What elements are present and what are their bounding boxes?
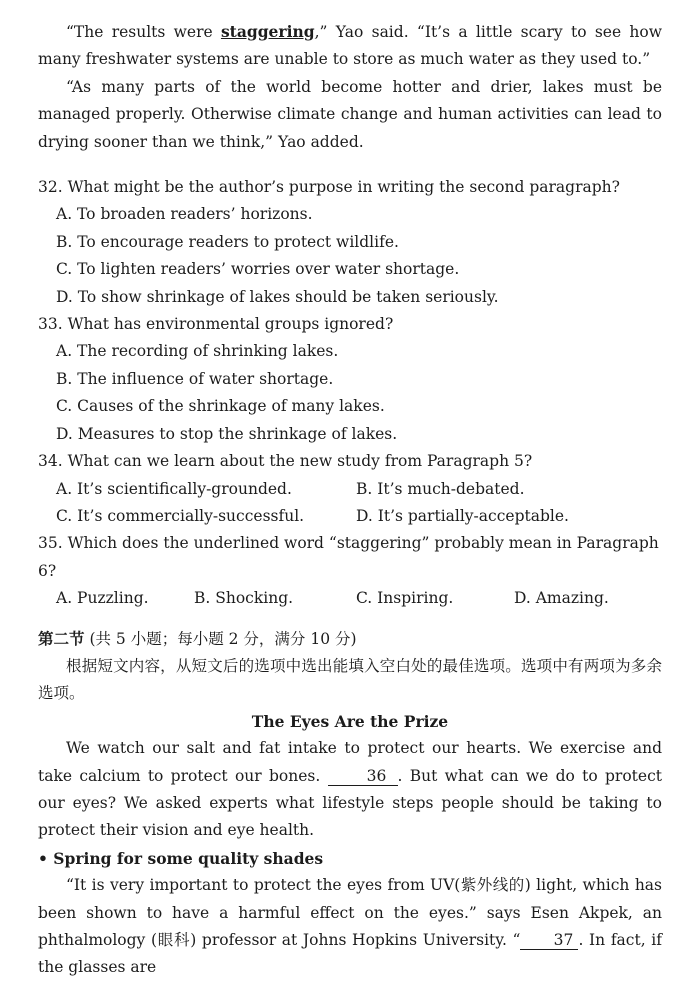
passage-paragraph [38,18,662,74]
paragraph-text: ,” Yao said. “It’s a little scary to see how many freshwater systems are unable to store as much water as they used to.” [38,23,662,69]
options-row [38,476,662,503]
section-label: 第二节 [38,628,85,648]
question-35 [38,530,662,612]
paragraph-text: . In fact, if the glasses are [38,931,662,977]
section-note: (共 5 小题；每小题 2 分，满分 10 分) [84,629,357,648]
option-d: D. To show shrinkage of lakes should be taken seriously. [56,287,499,306]
paragraph-text: We watch our salt and fat intake to protect our hearts. We exercise and take calcium to protect our bones. [38,739,662,785]
option-d: D. Amazing. [514,589,609,608]
option-b: B. It’s much-debated. [356,479,525,498]
option-b: B. The influence of water shortage. [56,369,334,388]
section-instructions: 根据短文内容，从短文后的选项中选出能填入空白处的最佳选项。选项中有两项为多余选项。 [38,656,662,703]
subsection-heading: • Spring for some quality shades [38,848,324,868]
option-a: A. To broaden readers’ horizons. [56,205,313,224]
option-b: B. Shocking. [194,589,294,608]
option-c: C. Causes of the shrinkage of many lakes. [56,397,385,416]
paragraph-text: “It is very important to protect the eyes from UV(紫外线的) light, which has been shown to have a harmful effect on the eyes.” says Esen Akpek, an phthalmology (眼科) professor at Johns Hopkins University. “ [38,876,662,949]
blank-36: 36 [328,767,398,786]
option-c: C. To lighten readers’ worries over water shortage. [56,260,460,279]
question-32 [38,174,662,311]
options-row [38,585,662,612]
option-c: C. It’s commercially-successful. [56,506,305,525]
question-stem: 34. What can we learn about the new study from Paragraph 5? [38,452,533,471]
option-d: D. Measures to stop the shrinkage of lakes. [56,424,398,443]
option-a: A. It’s scientifically-grounded. [56,479,292,498]
option-d: D. It’s partially-acceptable. [356,506,569,525]
passage-paragraph [38,735,662,845]
passage-paragraph: “As many parts of the world become hotter and drier, lakes must be managed properly. Otherwise climate change and human activities can lead to drying sooner than we think,” Yao added. [38,77,662,151]
question-stem: 35. Which does the underlined word “staggering” probably mean in Paragraph 6? [38,534,659,580]
question-34 [38,448,662,530]
question-stem: 32. What might be the author’s purpose in writing the second paragraph? [38,178,620,197]
underlined-word: staggering [220,22,315,41]
option-a: A. Puzzling. [56,589,149,608]
option-a: A. The recording of shrinking lakes. [56,342,339,361]
blank-37: 37 [520,931,578,950]
paragraph-text: “The results were [66,23,221,41]
question-stem: 33. What has environmental groups ignored? [38,315,394,334]
passage-paragraph [38,872,662,982]
option-b: B. To encourage readers to protect wildlife. [56,232,399,251]
section-heading [38,625,662,653]
passage-title: The Eyes Are the Prize [251,711,449,731]
option-c: C. Inspiring. [356,589,454,608]
question-33 [38,311,662,448]
options-row [38,503,662,530]
paragraph-text: . But what can we do to protect our eyes? We asked experts what lifestyle steps people should be taking to protect their vision and eye health. [38,766,662,840]
